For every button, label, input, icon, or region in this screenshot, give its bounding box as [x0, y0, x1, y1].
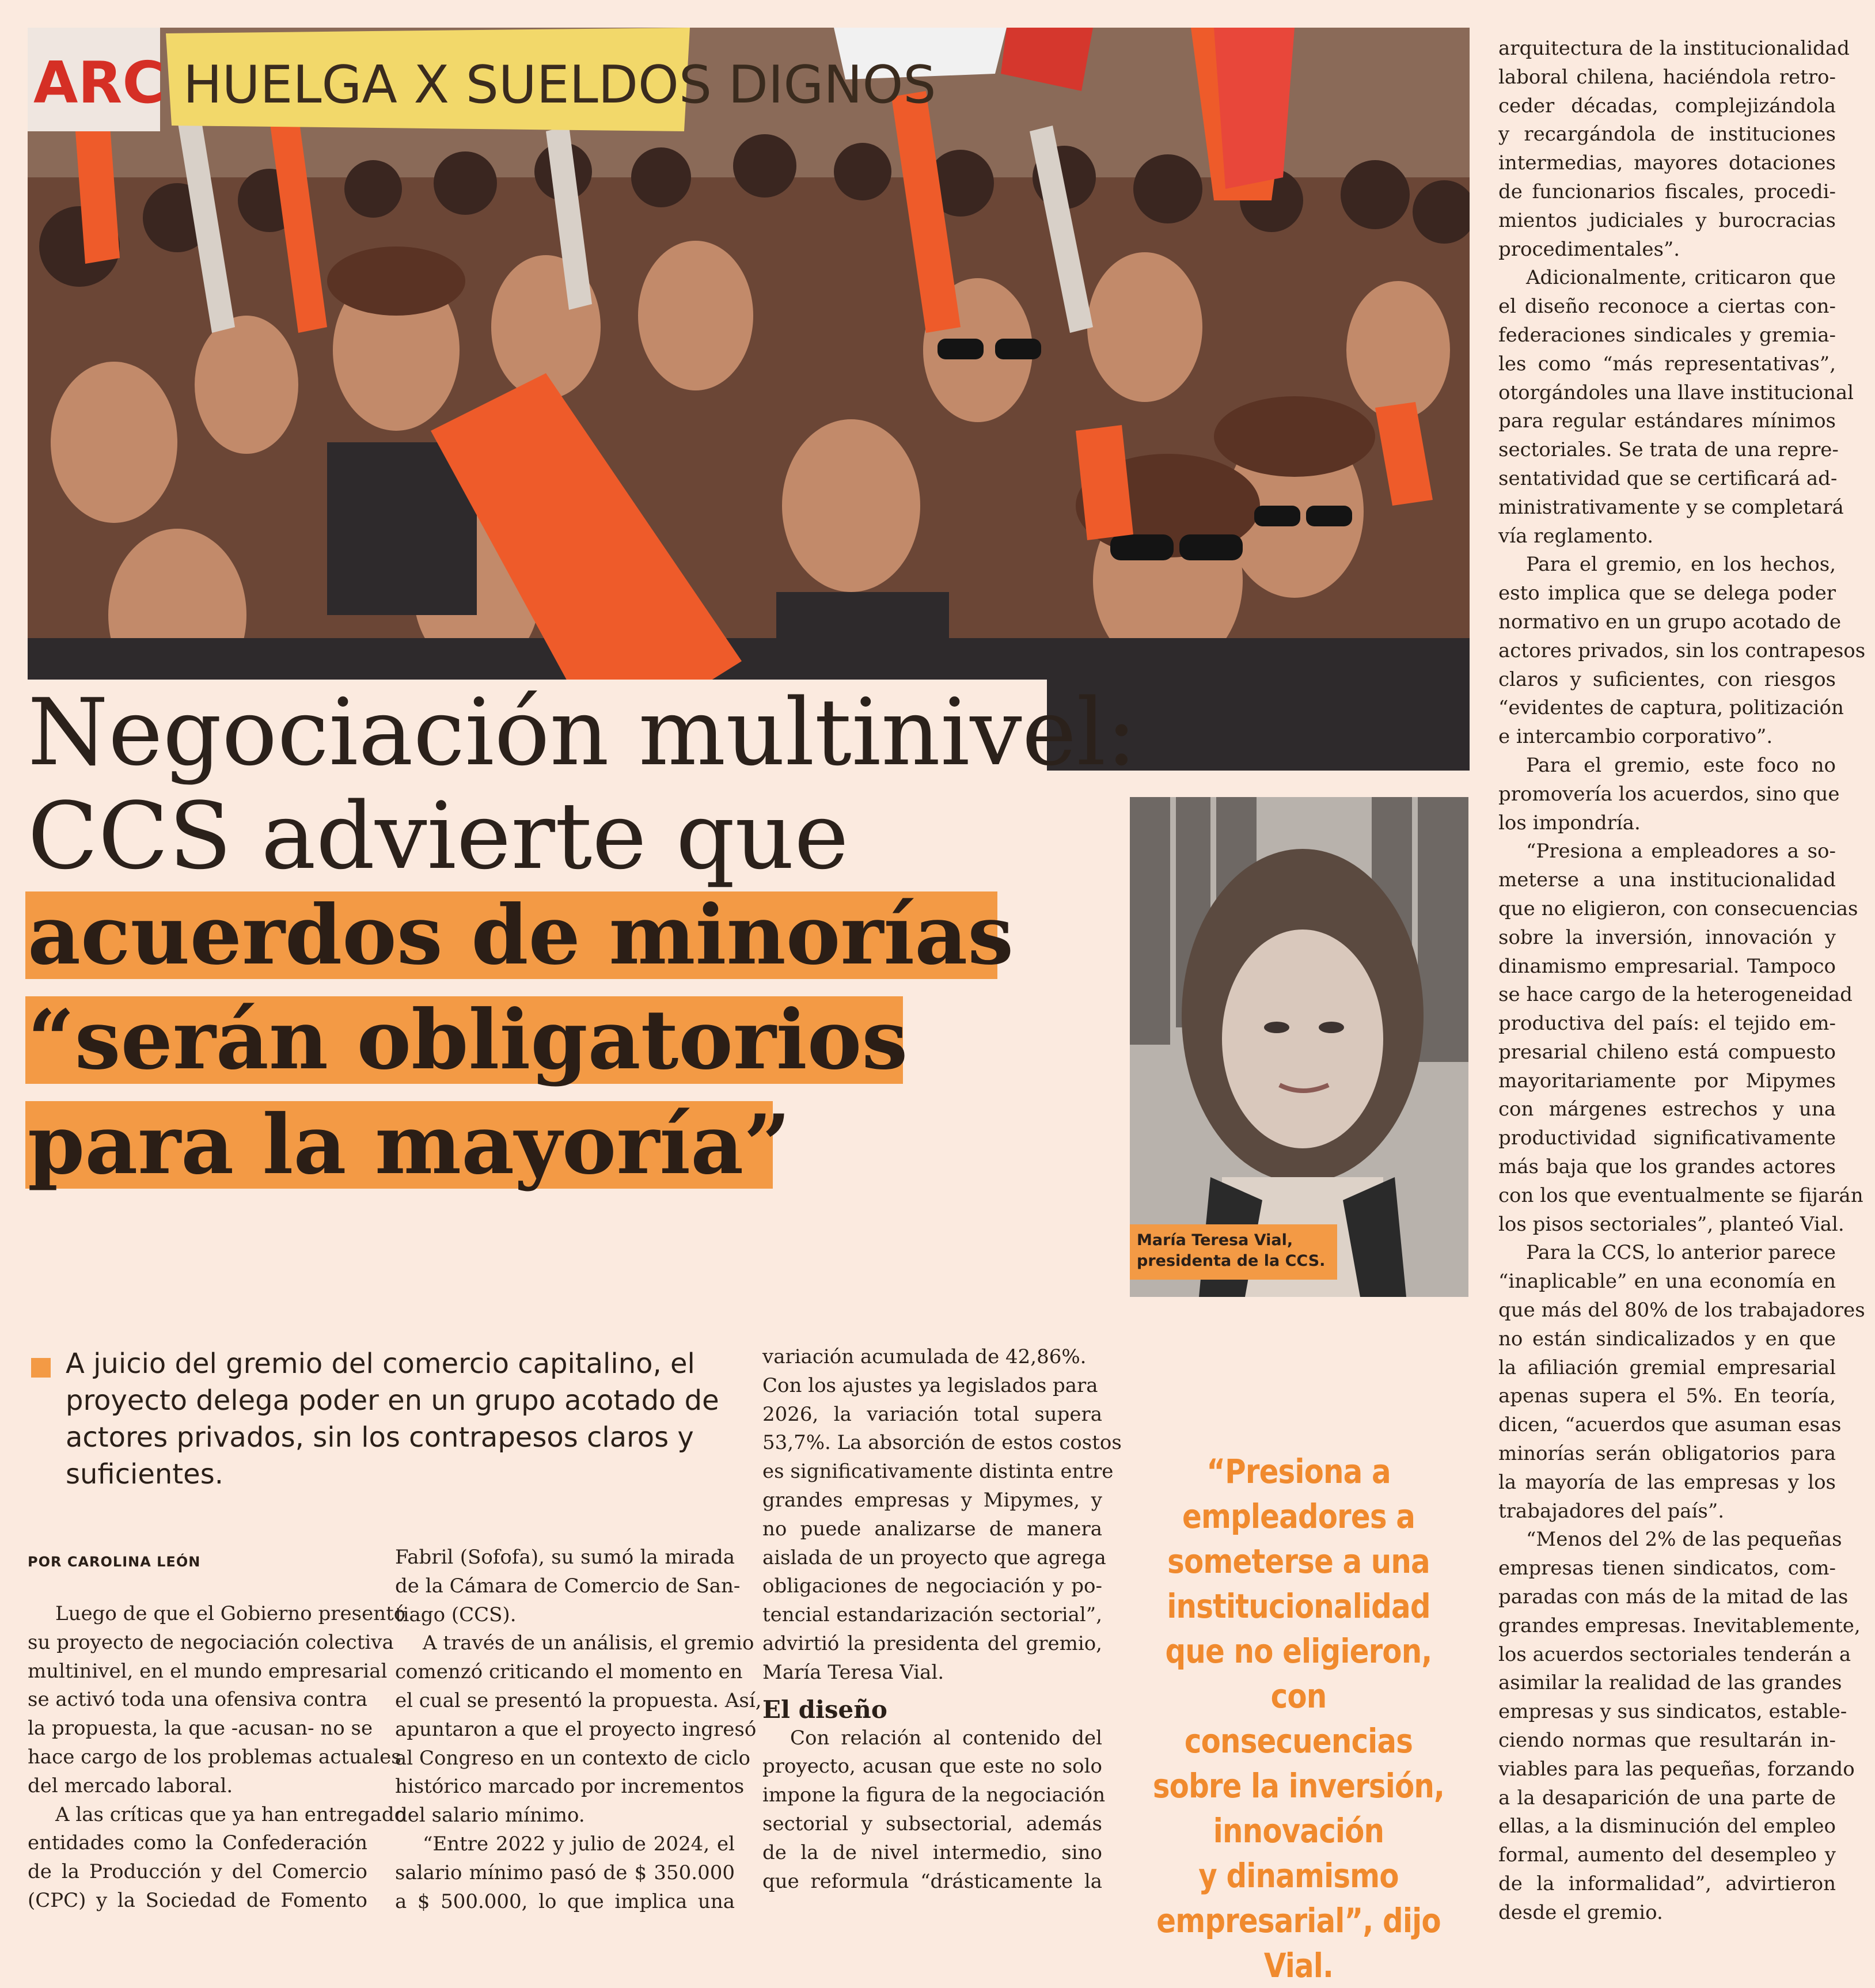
text-line: “Entre 2022 y julio de 2024, el — [423, 1832, 735, 1856]
text-line: viables para las pequeñas, forzando — [1498, 1757, 1855, 1781]
pull-quote-line: que no eligieron, — [1165, 1632, 1432, 1671]
text-line: meterse a una institucionalidad — [1498, 868, 1836, 892]
text-line: otorgándoles una llave institucional — [1498, 381, 1854, 404]
text-line: ellas, a la disminución del empleo — [1498, 1815, 1836, 1838]
pull-quote-line: someterse a una — [1167, 1542, 1430, 1581]
text-line: “Presiona a empleadores a so- — [1526, 840, 1836, 863]
text-line: esto implica que se delega poder — [1498, 582, 1836, 605]
text-line: (CPC) y la Sociedad de Fomento — [28, 1888, 367, 1912]
pull-quote-line: innovación — [1213, 1811, 1384, 1850]
text-line: con los que eventualmente se fijarán — [1498, 1183, 1863, 1207]
text-line: de la informalidad”, advirtieron — [1498, 1872, 1836, 1895]
text-line: arquitectura de la institucionalidad — [1498, 37, 1850, 60]
text-line: intermedias, mayores dotaciones — [1498, 151, 1836, 175]
text-line: Con relación al contenido del — [790, 1726, 1102, 1750]
pull-quote-line: empleadores a — [1182, 1497, 1415, 1536]
text-line: trabajadores del país”. — [1498, 1499, 1725, 1523]
text-line: ministrativamente y se completará — [1498, 495, 1844, 519]
text-line: claros y suficientes, con riesgos — [1498, 667, 1836, 691]
text-line: Adicionalmente, criticaron que — [1526, 266, 1836, 290]
text-line: del salario mínimo. — [395, 1804, 585, 1827]
text-line: que reformula “drásticamente la — [762, 1869, 1102, 1893]
text-line: María Teresa Vial. — [762, 1660, 944, 1684]
text-line: sentatividad que se certificará ad- — [1498, 466, 1838, 490]
subhead-el-diseno: El diseño — [762, 1695, 887, 1724]
text-line: proyecto, acusan que este no solo — [762, 1755, 1102, 1778]
pull-quote-line: institucionalidad — [1167, 1587, 1430, 1626]
text-line: grandes empresas y Mipymes, y — [762, 1488, 1102, 1512]
text-line: sectorial y subsectorial, además — [762, 1812, 1102, 1835]
text-line: productiva del país: el tejido em- — [1498, 1012, 1836, 1035]
protest-crowd-photo — [28, 28, 1470, 771]
photo-caption — [1130, 1224, 1337, 1280]
text-line: sobre la inversión, innovación y — [1498, 925, 1836, 949]
body-column-1 — [28, 1600, 407, 1915]
text-line: aislada de un proyecto que agrega — [762, 1546, 1106, 1569]
text-line: dinamismo empresarial. Tampoco — [1498, 954, 1836, 978]
text-line: A las críticas que ya han entregado — [55, 1803, 407, 1826]
text-line: vía reglamento. — [1498, 524, 1654, 548]
text-line: de la Cámara de Comercio de San- — [395, 1574, 741, 1598]
text-line: la propuesta, la que -acusan- no se — [28, 1717, 373, 1740]
text-line: apenas supera el 5%. En teoría, — [1498, 1384, 1836, 1408]
text-line: salario mínimo pasó de $ 350.000 — [395, 1861, 735, 1884]
lead-paragraph: A juicio del gremio del comercio capitalino, el proyecto delega poder en un grupo acotado de actores privados, sin los contrapesos claros y suficientes. — [66, 1348, 719, 1490]
text-line: tencial estandarización sectorial”, — [762, 1603, 1102, 1627]
text-line: que más del 80% de los trabajadores — [1498, 1299, 1865, 1322]
text-line: los impondría. — [1498, 811, 1641, 834]
text-line: Fabril (Sofofa), su sumó la mirada — [395, 1546, 735, 1569]
photo-caption-role: presidenta de la CCS. — [1137, 1252, 1326, 1270]
text-line: presarial chileno está compuesto — [1498, 1040, 1836, 1064]
headline-line-3: acuerdos de minorías — [25, 891, 997, 979]
pull-quote — [1152, 1449, 1444, 1988]
text-line: de funcionarios fiscales, procedi- — [1498, 180, 1836, 203]
text-line: Para el gremio, este foco no — [1526, 753, 1836, 777]
text-line: ciendo normas que resultarán in- — [1498, 1729, 1836, 1752]
headline-line-5: para la mayoría” — [25, 1101, 773, 1189]
text-line: más baja que los grandes actores — [1498, 1155, 1836, 1179]
text-line: mientos judiciales y burocracias — [1498, 208, 1836, 232]
text-line: ceder décadas, complejizándola — [1498, 94, 1836, 117]
portrait-photo — [1130, 797, 1468, 1297]
headline-line-4: “serán obligatorios — [25, 996, 903, 1084]
text-line: no puede analizarse de manera — [762, 1517, 1102, 1541]
pull-quote-line: con consecuencias — [1184, 1676, 1413, 1761]
text-line: que no eligieron, con consecuencias — [1498, 897, 1858, 920]
text-line: “Menos del 2% de las pequeñas — [1526, 1528, 1842, 1551]
text-line: asimilar la realidad de las grandes — [1498, 1671, 1842, 1695]
text-line: “evidentes de captura, politización — [1498, 696, 1844, 720]
text-line: obligaciones de negociación y po- — [762, 1575, 1102, 1598]
text-line: hace cargo de los problemas actuales — [28, 1745, 401, 1769]
body-column-2 — [395, 1543, 762, 1916]
text-line: laboral chilena, haciéndola retro- — [1498, 65, 1836, 89]
lead-bullet — [31, 1358, 51, 1378]
text-line: de la de nivel intermedio, sino — [762, 1841, 1102, 1864]
text-line: Luego de que el Gobierno presentó — [55, 1602, 406, 1625]
text-line: Con los ajustes ya legislados para — [762, 1374, 1098, 1397]
text-line: es significativamente distinta entre — [762, 1460, 1114, 1484]
text-line: el diseño reconoce a ciertas con- — [1498, 295, 1836, 318]
text-line: variación acumulada de 42,86%. — [762, 1345, 1087, 1368]
text-line: productividad significativamente — [1498, 1126, 1836, 1150]
text-line: minorías serán obligatorios para — [1498, 1442, 1836, 1466]
text-line: desde el gremio. — [1498, 1900, 1663, 1924]
text-line: A través de un análisis, el gremio — [423, 1632, 754, 1655]
body-column-3-bottom — [762, 1724, 1106, 1896]
text-line: del mercado laboral. — [28, 1774, 233, 1797]
byline: POR CAROLINA LEÓN — [28, 1554, 201, 1570]
text-line: con márgenes estrechos y una — [1498, 1098, 1836, 1121]
pull-quote-line: y dinamismo — [1198, 1856, 1399, 1895]
text-line: grandes empresas. Inevitablemente, — [1498, 1614, 1861, 1637]
text-line: la afiliación gremial empresarial — [1498, 1356, 1836, 1379]
text-line: empresas y sus sindicatos, estable- — [1498, 1700, 1847, 1724]
text-line: apuntaron a que el proyecto ingresó — [395, 1717, 757, 1741]
text-line: “inaplicable” en una economía en — [1498, 1270, 1836, 1293]
text-line: los acuerdos sectoriales tenderán a — [1498, 1642, 1851, 1666]
partial-banner-text: ARC — [33, 49, 165, 116]
text-line: impone la figura de la negociación — [762, 1784, 1106, 1807]
text-line: la mayoría de las empresas y los — [1498, 1470, 1836, 1494]
text-line: Para el gremio, en los hechos, — [1526, 553, 1836, 576]
text-line: normativo en un grupo acotado de — [1498, 610, 1842, 633]
pull-quote-line: empresarial”, dijo Vial. — [1156, 1901, 1441, 1985]
text-line: histórico marcado por incrementos — [395, 1775, 745, 1799]
pull-quote-line: “Presiona a — [1206, 1452, 1391, 1491]
text-line: federaciones sindicales y gremia- — [1498, 323, 1836, 347]
text-line: los pisos sectoriales”, planteó Vial. — [1498, 1212, 1844, 1236]
text-line: e intercambio corporativo”. — [1498, 725, 1773, 749]
text-line: el cual se presentó la propuesta. Así, — [395, 1689, 762, 1712]
text-line: empresas tienen sindicatos, com- — [1498, 1557, 1836, 1580]
body-column-4 — [1498, 35, 1866, 1928]
pull-quote-line: sobre la inversión, — [1152, 1766, 1445, 1805]
text-line: paradas con más de la mitad de las — [1498, 1585, 1849, 1609]
headline-line-2: CCS advierte que — [28, 782, 849, 890]
text-line: les como “más representativas”, — [1498, 352, 1836, 375]
text-line: entidades como la Confederación — [28, 1831, 367, 1855]
text-line: multinivel, en el mundo empresarial — [28, 1659, 388, 1683]
text-line: promovería los acuerdos, sino que — [1498, 782, 1840, 806]
body-column-3 — [762, 1343, 1122, 1896]
banner-text: HUELGA X SUELDOS DIGNOS — [183, 55, 936, 115]
text-line: mayoritariamente por Mipymes — [1498, 1069, 1836, 1092]
text-line: 53,7%. La absorción de estos costos — [762, 1431, 1122, 1455]
text-line: procedimentales”. — [1498, 237, 1680, 261]
text-line: para regular estándares mínimos — [1498, 409, 1836, 433]
photo-caption-name: María Teresa Vial, — [1137, 1231, 1293, 1249]
text-line: de la Producción y del Comercio — [28, 1860, 367, 1884]
body-column-3-top — [762, 1343, 1122, 1687]
text-line: a $ 500.000, lo que implica una — [395, 1890, 735, 1913]
text-line: sectoriales. Se trata de una repre- — [1498, 438, 1839, 462]
text-line: dicen, “acuerdos que asuman esas — [1498, 1413, 1842, 1437]
text-line: a la desaparición de una parte de — [1498, 1786, 1836, 1809]
text-line: comenzó criticando el momento en — [395, 1660, 743, 1684]
text-line: advirtió la presidenta del gremio, — [762, 1632, 1102, 1655]
text-line: actores privados, sin los contrapesos — [1498, 639, 1866, 662]
text-line: se activó toda una ofensiva contra — [28, 1688, 367, 1712]
text-line: su proyecto de negociación colectiva — [28, 1630, 394, 1654]
text-line: tiago (CCS). — [395, 1603, 517, 1626]
text-line: formal, aumento del desempleo y — [1498, 1843, 1836, 1867]
text-line: Para la CCS, lo anterior parece — [1526, 1241, 1836, 1265]
headline-line-1: Negociación multinivel: — [28, 678, 1137, 786]
text-line: 2026, la variación total supera — [762, 1402, 1102, 1426]
text-line: y recargándola de instituciones — [1498, 123, 1836, 146]
text-line: no están sindicalizados y en que — [1498, 1327, 1836, 1350]
text-line: al Congreso en un contexto de ciclo — [395, 1746, 750, 1770]
text-line: se hace cargo de la heterogeneidad — [1498, 983, 1853, 1007]
